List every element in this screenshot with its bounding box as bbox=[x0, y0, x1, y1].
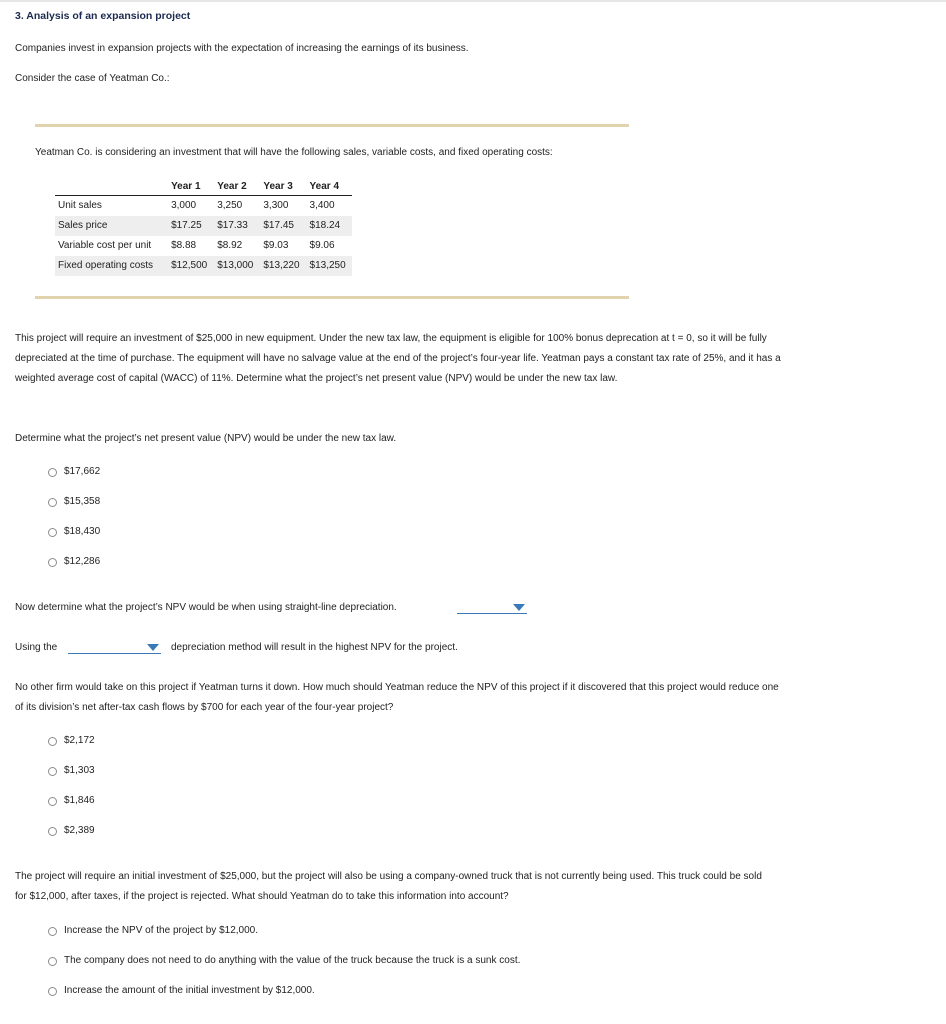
table-cell: $9.03 bbox=[263, 240, 289, 251]
top-border bbox=[0, 0, 946, 2]
radio-circle-icon[interactable] bbox=[48, 528, 57, 537]
table-header: Year 1 bbox=[167, 177, 213, 196]
q1-option[interactable] bbox=[48, 465, 100, 479]
table-cell: 3,400 bbox=[309, 200, 335, 211]
table-header: Year 2 bbox=[213, 177, 259, 196]
radio-circle-icon[interactable] bbox=[48, 767, 57, 776]
option-label: $1,846 bbox=[64, 795, 95, 806]
table-intro: Yeatman Co. is considering an investment that will have the following sales, variable costs, and fixed operating costs: bbox=[35, 147, 553, 158]
row-label: Unit sales bbox=[58, 200, 102, 211]
option-label: $12,286 bbox=[64, 556, 101, 567]
option-label: $18,430 bbox=[64, 526, 101, 537]
project-description: This project will require an investment of $25,000 in new equipment. Under the new tax law, the equipment is eligible for 100% bonus deprecation at t = 0, so it will be fully depreciated at the time of purchase. The equipment will have no salvage value at the end of the project’s four-year life. Yeatman pays a constant tax rate of 25%, and it has a weighted average cost of capital (WACC) of 11%. Determine what the project’s net present value (NPV) would be under the new tax law. bbox=[15, 333, 781, 384]
table-cell: $13,220 bbox=[259, 256, 305, 276]
option-label: The company does not need to do anything with the value of the truck because the truck is a sunk cost. bbox=[64, 955, 521, 966]
q5-option[interactable] bbox=[48, 984, 315, 998]
table-cell: $9.06 bbox=[309, 240, 335, 251]
q1-option[interactable] bbox=[48, 555, 100, 569]
table-header bbox=[55, 177, 167, 196]
q1-prompt: Determine what the project’s net present value (NPV) would be under the new tax law. bbox=[15, 433, 397, 444]
option-label: $2,389 bbox=[64, 825, 95, 836]
q3-prefix: Using the bbox=[15, 642, 58, 653]
table-cell: $8.92 bbox=[217, 240, 243, 251]
table-header: Year 4 bbox=[306, 177, 352, 196]
table-cell: 3,300 bbox=[263, 200, 289, 211]
cost-table bbox=[55, 177, 352, 276]
radio-circle-icon[interactable] bbox=[48, 927, 57, 936]
q1-option[interactable] bbox=[48, 525, 100, 539]
row-label: Sales price bbox=[55, 216, 167, 236]
table-cell: $18.24 bbox=[306, 216, 352, 236]
table-cell: $13,250 bbox=[306, 256, 352, 276]
table-header-row bbox=[55, 177, 352, 196]
dropdown-arrow-icon[interactable] bbox=[147, 644, 159, 651]
case-line: Consider the case of Yeatman Co.: bbox=[15, 73, 170, 84]
q3-dropdown[interactable] bbox=[68, 641, 161, 654]
table-row bbox=[55, 236, 352, 256]
table-cell: $8.88 bbox=[171, 240, 197, 251]
radio-circle-icon[interactable] bbox=[48, 827, 57, 836]
table-header: Year 3 bbox=[259, 177, 305, 196]
q2-prompt: Now determine what the project’s NPV would be when using straight-line depreciation. bbox=[15, 602, 397, 613]
option-label: $17,662 bbox=[64, 466, 101, 477]
dropdown-arrow-icon[interactable] bbox=[513, 604, 525, 611]
radio-circle-icon[interactable] bbox=[48, 468, 57, 477]
q5-option[interactable] bbox=[48, 924, 258, 938]
radio-circle-icon[interactable] bbox=[48, 737, 57, 746]
option-label: Increase the NPV of the project by $12,000. bbox=[64, 925, 259, 936]
table-cell: $13,000 bbox=[213, 256, 259, 276]
q5-prompt: The project will require an initial investment of $25,000, but the project will also be using a company-owned truck that is not currently being used. This truck could be sold for $12,000, after taxes, if the project is rejected. What should Yeatman do to take this information into account? bbox=[15, 871, 762, 902]
radio-circle-icon[interactable] bbox=[48, 797, 57, 806]
option-label: $15,358 bbox=[64, 496, 101, 507]
table-cell: 3,000 bbox=[171, 200, 197, 211]
row-label: Variable cost per unit bbox=[58, 240, 152, 251]
question-title: 3. Analysis of an expansion project bbox=[15, 10, 191, 22]
intro-text: Companies invest in expansion projects with the expectation of increasing the earnings of its business. bbox=[15, 43, 469, 54]
radio-circle-icon[interactable] bbox=[48, 558, 57, 567]
table-cell: $17.25 bbox=[167, 216, 213, 236]
divider-top bbox=[35, 124, 629, 127]
q4-option[interactable] bbox=[48, 794, 95, 808]
q4-option[interactable] bbox=[48, 734, 95, 748]
table-row bbox=[55, 256, 352, 276]
option-label: Increase the amount of the initial investment by $12,000. bbox=[64, 985, 315, 996]
table-cell: $12,500 bbox=[167, 256, 213, 276]
divider-bottom bbox=[35, 296, 629, 299]
table-row bbox=[55, 216, 352, 236]
q1-option[interactable] bbox=[48, 495, 100, 509]
row-label: Fixed operating costs bbox=[55, 256, 167, 276]
radio-circle-icon[interactable] bbox=[48, 987, 57, 996]
option-label: $1,303 bbox=[64, 765, 95, 776]
q2-dropdown[interactable] bbox=[457, 601, 527, 614]
q3-suffix: depreciation method will result in the highest NPV for the project. bbox=[171, 642, 458, 653]
q4-prompt: No other firm would take on this project if Yeatman turns it down. How much should Yeatman reduce the NPV of this project if it discovered that this project would reduce one of its division’s net after-tax cash flows by $700 for each year of the four-year project? bbox=[15, 682, 779, 713]
table-cell: $17.45 bbox=[259, 216, 305, 236]
q5-option[interactable] bbox=[48, 954, 520, 968]
radio-circle-icon[interactable] bbox=[48, 957, 57, 966]
radio-circle-icon[interactable] bbox=[48, 498, 57, 507]
table-row bbox=[55, 196, 352, 217]
option-label: $2,172 bbox=[64, 735, 95, 746]
q4-option[interactable] bbox=[48, 764, 95, 778]
table-cell: 3,250 bbox=[217, 200, 243, 211]
q4-option[interactable] bbox=[48, 824, 95, 838]
table-cell: $17.33 bbox=[213, 216, 259, 236]
